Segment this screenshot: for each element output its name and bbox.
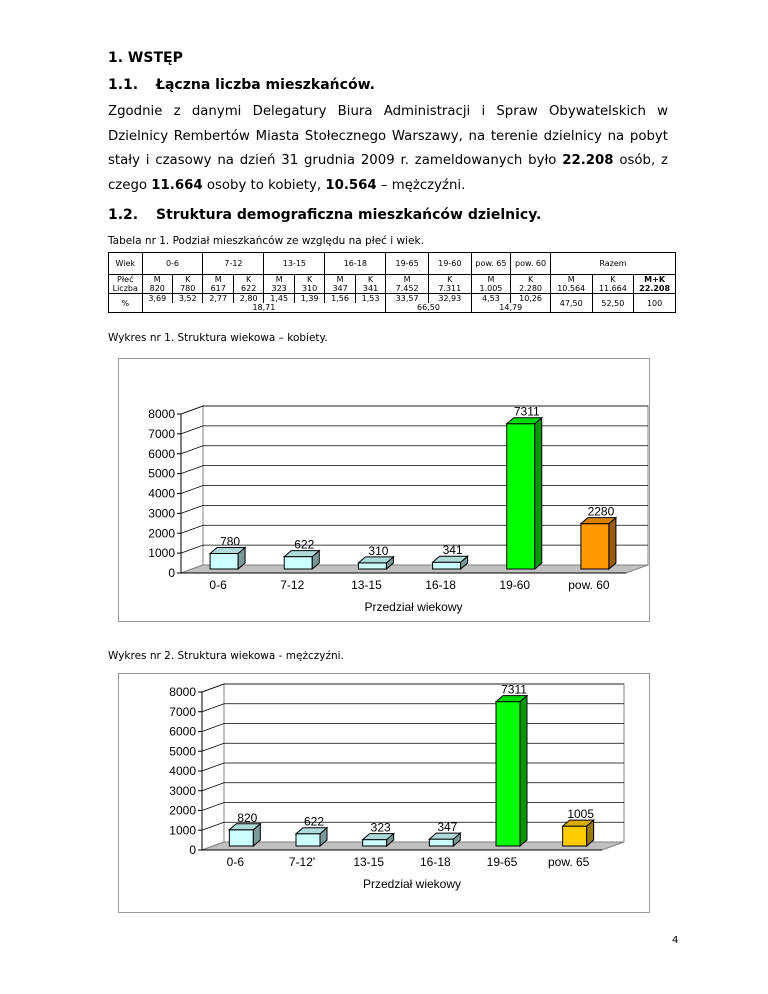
bar-side: [609, 518, 616, 569]
chart1-frame: [118, 358, 650, 622]
bar-0-6: [210, 547, 245, 569]
header-cell: 19-60: [428, 253, 471, 275]
bar: [229, 830, 253, 846]
pct-cell: 3,69: [142, 294, 172, 304]
header-cell: Wiek: [109, 253, 143, 275]
demographics-table: [108, 252, 676, 313]
pct-cell: 1,56: [325, 294, 355, 304]
x-tick-label: 7-12': [288, 855, 316, 869]
row-label: %: [109, 294, 143, 313]
x-tick-label: 0-6: [226, 855, 245, 869]
section-number-1-1: 1.1.: [108, 77, 139, 93]
count-cell: 1.005: [471, 284, 511, 294]
y-tick-label: 6000: [148, 446, 175, 461]
pct-cell: 1,39: [294, 294, 324, 304]
page-number: 4: [672, 935, 679, 946]
data-label: 341: [442, 543, 463, 558]
bar: [563, 826, 587, 846]
y-tick-label: 1000: [148, 546, 175, 561]
sex-cell: K: [355, 275, 385, 285]
data-label: 622: [303, 814, 325, 829]
intro-paragraph: Zgodnie z danymi Delegatury Biura Administracji i Spraw Obywatelskich w Dzielnicy Rembertów Miasta Stołecznego Warszawy, na terenie dzielnicy na pobyt stały i czasowy na dzień 31 grudnia 2009 r. zameldowanych było 22.208 osób, z czego 11.664 osoby to kobiety, 10.564 – mężczyźni.: [108, 104, 668, 194]
data-label: 7311: [513, 404, 540, 419]
table-caption: Tabela nr 1. Podział mieszkańców ze względu na płeć i wiek.: [108, 235, 424, 247]
chart1-caption: Wykres nr 1. Struktura wiekowa – kobiety.: [108, 332, 328, 344]
bar: [429, 839, 453, 846]
y-tick-label: 6000: [169, 724, 196, 739]
x-axis-title: Przedział wiekowy: [364, 600, 463, 614]
count-cell: 22.208: [634, 284, 676, 294]
chart-men-age-structure: [119, 674, 649, 912]
section-title-1-2: Struktura demograficzna mieszkańców dzielnicy.: [156, 207, 542, 223]
bar: [363, 840, 387, 846]
sex-cell: K: [294, 275, 324, 285]
count-cell: 310: [294, 284, 324, 294]
bar-side: [520, 696, 527, 846]
sex-cell: M: [550, 275, 592, 285]
data-label: 323: [370, 820, 391, 835]
y-tick-label: 4000: [148, 486, 175, 501]
count-cell: 10.564: [550, 284, 592, 294]
sex-cell: M: [203, 275, 233, 285]
y-tick-label: 7000: [148, 426, 175, 441]
section-title-1-1: Łączna liczba mieszkańców.: [156, 77, 375, 93]
sex-cell: K: [592, 275, 634, 285]
data-label: 347: [437, 820, 458, 835]
count-cell: 7.452: [386, 284, 429, 294]
y-tick-label: 3000: [169, 783, 196, 798]
count-cell: 780: [172, 284, 202, 294]
bar-13-15: [363, 834, 394, 846]
bar: [210, 553, 238, 569]
plot-floor: [181, 565, 648, 573]
y-tick-label: 1000: [169, 823, 196, 838]
bar: [296, 834, 320, 846]
pct-cell: 2,80: [233, 294, 263, 304]
bar: [433, 562, 461, 569]
bar-pow. 60: [581, 518, 616, 569]
data-label: 780: [220, 534, 241, 549]
chart2-frame: [118, 673, 650, 913]
y-tick-label: 4000: [169, 764, 196, 778]
header-cell: Razem: [550, 253, 675, 275]
y-tick-label: 8000: [148, 407, 175, 421]
pct-cell: 32,93: [428, 294, 471, 304]
y-tick-label: 0: [189, 843, 196, 857]
x-tick-label: 13-15: [351, 578, 382, 592]
header-cell: pow. 60: [511, 253, 551, 275]
data-label: 622: [294, 537, 315, 552]
pct-cell: 10,26: [511, 294, 551, 304]
x-tick-label: 19-65: [486, 855, 518, 869]
chart2-caption: Wykres nr 2. Struktura wiekowa - mężczyźni.: [108, 650, 344, 662]
count-cell: 622: [233, 284, 263, 294]
pct-cell: 100: [634, 294, 676, 313]
bar: [507, 424, 535, 569]
bar-16-18: [433, 556, 468, 569]
count-cell: 347: [325, 284, 355, 294]
pct-cell: 3,52: [172, 294, 202, 304]
sex-cell: K: [428, 275, 471, 285]
data-label: 2280: [587, 504, 615, 519]
sex-cell: M+K: [634, 275, 676, 285]
y-tick-label: 5000: [148, 466, 175, 481]
pct-sum-cell: 14,79: [471, 303, 550, 313]
count-cell: 11.664: [592, 284, 634, 294]
count-cell: 820: [142, 284, 172, 294]
y-tick-label: 3000: [148, 506, 175, 521]
header-cell: 16-18: [325, 253, 386, 275]
data-label: 1005: [567, 807, 595, 822]
data-label: 7311: [501, 682, 527, 697]
row-label: Płeć: [109, 275, 143, 285]
bar-7-12': [296, 828, 327, 846]
pct-cell: 52,50: [592, 294, 634, 313]
sex-cell: M: [325, 275, 355, 285]
x-axis-title: Przedział wiekowy: [362, 877, 462, 891]
bar-side: [535, 418, 542, 569]
section-heading-1: 1. WSTĘP: [108, 50, 183, 66]
x-tick-label: 7-12: [280, 578, 305, 592]
bar-13-15: [358, 557, 393, 569]
y-tick-label: 2000: [148, 526, 175, 541]
x-tick-label: 13-15: [353, 855, 385, 869]
pct-sum-cell: 18,71: [142, 303, 386, 313]
bar-16-18: [429, 833, 460, 846]
pct-sum-cell: 66,50: [386, 303, 471, 313]
sex-cell: K: [511, 275, 551, 285]
sex-cell: M: [471, 275, 511, 285]
y-tick-label: 8000: [169, 685, 196, 699]
header-cell: 19-65: [386, 253, 429, 275]
pct-cell: 2,77: [203, 294, 233, 304]
data-label: 310: [368, 543, 389, 558]
y-tick-label: 5000: [169, 744, 196, 759]
pct-cell: 47,50: [550, 294, 592, 313]
bar-7-12: [284, 551, 319, 569]
bar-pow. 65: [563, 820, 594, 846]
x-tick-label: 0-6: [209, 578, 227, 592]
bar: [284, 557, 312, 569]
count-cell: 2.280: [511, 284, 551, 294]
count-cell: 617: [203, 284, 233, 294]
bar-19-60: [507, 418, 542, 569]
section-number-1-2: 1.2.: [108, 207, 139, 223]
plot-floor: [202, 842, 624, 850]
header-cell: 13-15: [264, 253, 325, 275]
y-tick-label: 0: [168, 566, 175, 580]
header-cell: 7-12: [203, 253, 264, 275]
bar: [581, 524, 609, 569]
count-cell: 7.311: [428, 284, 471, 294]
pct-cell: 1,45: [264, 294, 294, 304]
data-label: 820: [237, 810, 258, 825]
x-tick-label: pow. 60: [568, 578, 610, 592]
y-tick-label: 7000: [169, 704, 196, 719]
sex-cell: M: [142, 275, 172, 285]
bar-0-6: [229, 824, 260, 846]
x-tick-label: 16-18: [425, 578, 456, 592]
sex-cell: M: [386, 275, 429, 285]
x-tick-label: 19-60: [499, 578, 531, 592]
sex-cell: K: [172, 275, 202, 285]
pct-cell: 1,53: [355, 294, 385, 304]
y-tick-label: 2000: [169, 803, 196, 818]
x-tick-label: pow. 65: [547, 855, 590, 869]
bar: [496, 702, 520, 846]
header-cell: pow. 65: [471, 253, 511, 275]
row-label: Liczba: [109, 284, 143, 294]
pct-cell: 4,53: [471, 294, 511, 304]
bar: [358, 563, 386, 569]
sex-cell: M: [264, 275, 294, 285]
count-cell: 341: [355, 284, 385, 294]
header-cell: 0-6: [142, 253, 203, 275]
chart-women-age-structure: [119, 359, 649, 621]
x-tick-label: 16-18: [419, 855, 451, 869]
pct-cell: 33,57: [386, 294, 429, 304]
count-cell: 323: [264, 284, 294, 294]
sex-cell: K: [233, 275, 263, 285]
bar-19-65: [496, 696, 527, 846]
